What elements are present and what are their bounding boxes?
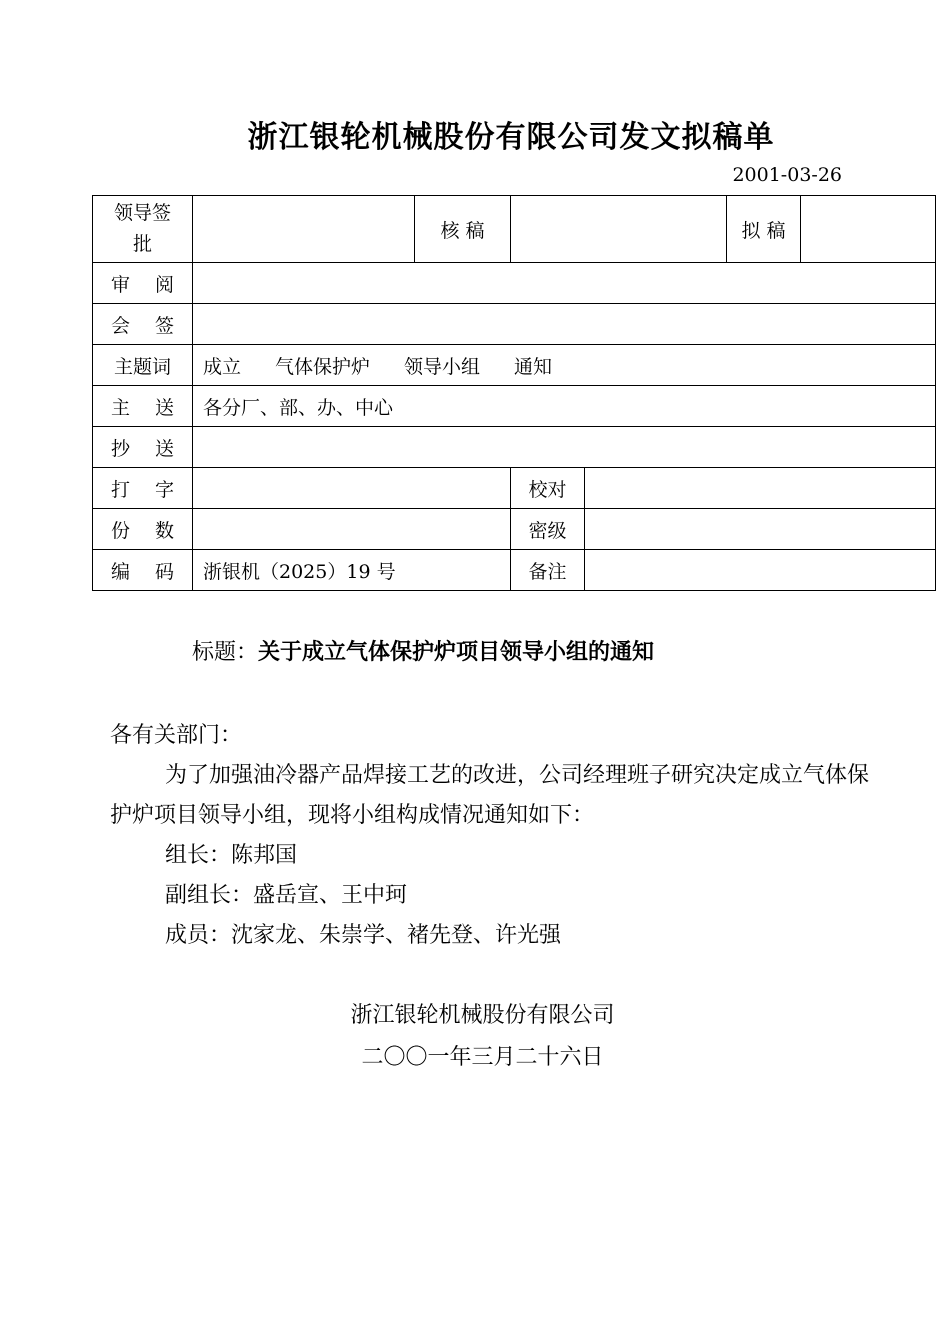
row-copies bbox=[93, 509, 936, 550]
main-send-label: 主 送 bbox=[93, 386, 193, 427]
document-date: 2001-03-26 bbox=[732, 164, 842, 186]
review-label: 核 稿 bbox=[415, 196, 511, 263]
keyword: 气体保护炉 bbox=[275, 355, 371, 378]
salutation: 各有关部门： bbox=[110, 723, 243, 748]
signature-company: 浙江银轮机械股份有限公司 bbox=[350, 1003, 615, 1028]
keywords-label: 主题词 bbox=[93, 345, 193, 386]
keywords-field[interactable] bbox=[193, 345, 936, 386]
row-keywords bbox=[93, 345, 936, 386]
copies-label: 份 数 bbox=[93, 509, 193, 550]
signature-date: 二〇〇一年三月二十六日 bbox=[361, 1045, 604, 1070]
typing-label: 打 字 bbox=[93, 468, 193, 509]
draft-label: 拟 稿 bbox=[727, 196, 801, 263]
read-label: 审 阅 bbox=[93, 263, 193, 304]
remark-field[interactable] bbox=[585, 550, 936, 591]
copy-send-field[interactable] bbox=[193, 427, 936, 468]
copies-field[interactable] bbox=[193, 509, 511, 550]
row-copy-send bbox=[93, 427, 936, 468]
keyword: 成立 bbox=[203, 355, 242, 378]
members-line: 成员：沈家龙、朱崇学、褚先登、许光强 bbox=[165, 923, 562, 948]
draft-field[interactable] bbox=[801, 196, 936, 263]
proof-label: 校对 bbox=[511, 468, 585, 509]
subject-label: 标题： bbox=[192, 640, 259, 665]
keyword: 领导小组 bbox=[404, 355, 481, 378]
copy-send-label: 抄 送 bbox=[93, 427, 193, 468]
row-typing bbox=[93, 468, 936, 509]
body-paragraph: 为了加强油冷器产品焊接工艺的改进，公司经理班子研究决定成立气体保护炉项目领导小组，现将小组构成情况通知如下： bbox=[110, 763, 870, 828]
row-code bbox=[93, 550, 936, 591]
row-main-send bbox=[93, 386, 936, 427]
typing-field[interactable] bbox=[193, 468, 511, 509]
leader-sign-field[interactable] bbox=[193, 196, 415, 263]
secret-label: 密级 bbox=[511, 509, 585, 550]
review-field[interactable] bbox=[511, 196, 727, 263]
code-field[interactable]: 浙银机（2025）19 号 bbox=[193, 550, 511, 591]
subject-line bbox=[192, 635, 654, 666]
cosign-field[interactable] bbox=[193, 304, 936, 345]
secret-field[interactable] bbox=[585, 509, 936, 550]
main-send-field[interactable]: 各分厂、部、办、中心 bbox=[193, 386, 936, 427]
code-label: 编 码 bbox=[93, 550, 193, 591]
leader-sign-label: 领导签批 bbox=[93, 196, 193, 263]
row-read bbox=[93, 263, 936, 304]
subject-title: 关于成立气体保护炉项目领导小组的通知 bbox=[258, 640, 655, 665]
notice-body bbox=[110, 716, 870, 956]
leader-line: 组长：陈邦国 bbox=[165, 843, 298, 868]
row-cosign bbox=[93, 304, 936, 345]
proof-field[interactable] bbox=[585, 468, 936, 509]
read-field[interactable] bbox=[193, 263, 936, 304]
row-leader-sign bbox=[93, 196, 936, 263]
cosign-label: 会 签 bbox=[93, 304, 193, 345]
remark-label: 备注 bbox=[511, 550, 585, 591]
document-title: 浙江银轮机械股份有限公司发文拟稿单 bbox=[247, 120, 775, 155]
draft-form-table bbox=[92, 195, 936, 591]
deputy-line: 副组长：盛岳宣、王中珂 bbox=[165, 883, 408, 908]
keyword: 通知 bbox=[514, 355, 553, 378]
